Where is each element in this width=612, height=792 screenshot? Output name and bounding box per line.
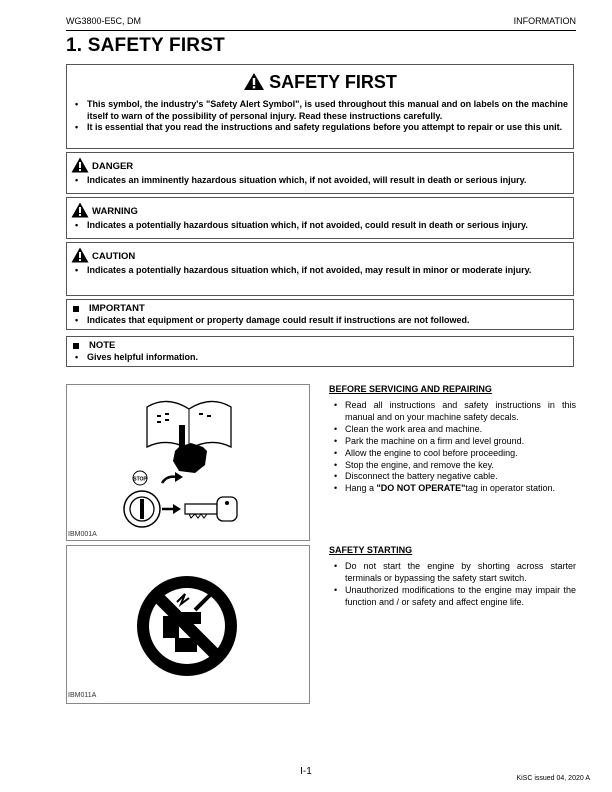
caution-text: • Indicates a potentially hazardous situation which, if not avoided, may result in minor or moderate injury.: [67, 265, 573, 277]
do-not-operate-text: "DO NOT OPERATE": [376, 483, 466, 494]
safety-first-box: [66, 64, 574, 149]
list-item: • Clean the work area and machine.: [329, 424, 576, 436]
danger-box: [66, 152, 574, 194]
read-manual-remove-key-illustration: [67, 385, 309, 540]
safety-starting-list: [329, 561, 576, 609]
before-servicing-list: [329, 400, 576, 495]
header-doc-code: WG3800-E5C, DM: [66, 16, 142, 26]
figure-2-caption: IBM011A: [68, 692, 97, 699]
list-item: • Read all instructions and safety instructions in this manual and on your machine safety decals.: [329, 400, 576, 424]
list-item: • Stop the engine, and remove the key.: [329, 460, 576, 472]
header-section: INFORMATION: [513, 16, 576, 26]
warning-text: • Indicates a potentially hazardous situation which, if not avoided, could result in death or serious injury.: [67, 220, 573, 232]
note-square-icon: [73, 343, 79, 349]
figure-ibm011a: [66, 545, 310, 704]
important-square-icon: [73, 306, 79, 312]
warning-label: WARNING: [71, 198, 573, 218]
warning-alert-icon: [71, 202, 89, 218]
list-item: • Do not start the engine by shorting across starter terminals or bypassing the safety start switch.: [329, 561, 576, 585]
list-item: • Unauthorized modifications to the engine may impair the function and / or safety and affect engine life.: [329, 585, 576, 609]
caution-box: [66, 242, 574, 296]
page-number: I-1: [300, 766, 312, 777]
issue-note: KiSC issued 04, 2020 A: [516, 775, 590, 782]
caution-label: CAUTION: [71, 243, 573, 263]
warning-box: [66, 197, 574, 239]
list-item-tag: • Hang a "DO NOT OPERATE"tag in operator station.: [329, 483, 576, 495]
danger-alert-icon: [71, 157, 89, 173]
list-item: • Disconnect the battery negative cable.: [329, 471, 576, 483]
safety-first-heading: [67, 71, 573, 93]
stop-label: STOP: [133, 476, 147, 483]
no-shorting-starter-illustration: [67, 546, 309, 703]
caution-alert-icon: [71, 247, 89, 263]
note-label: NOTE: [73, 340, 573, 351]
figure-ibm001a: [66, 384, 310, 541]
important-text: • Indicates that equipment or property damage could result if instructions are not followed.: [67, 315, 573, 327]
list-item: • Park the machine on a firm and level ground.: [329, 436, 576, 448]
safety-bullet-2: • It is essential that you read the instructions and safety regulations before you attempt to repair or use this unit.: [67, 122, 573, 134]
page-title: 1. SAFETY FIRST: [66, 35, 225, 56]
before-servicing-heading: BEFORE SERVICING AND REPAIRING: [329, 384, 492, 394]
safety-bullet-1: • This symbol, the industry's "Safety Alert Symbol", is used throughout this manual and on labels on the machine itself to warn of the possibility of personal injury. Read these instructions carefully.: [67, 99, 573, 122]
note-box: [66, 336, 574, 367]
figure-1-caption: IBM001A: [68, 531, 97, 538]
note-text: • Gives helpful information.: [67, 352, 573, 364]
safety-starting-heading: SAFETY STARTING: [329, 545, 413, 555]
important-label: IMPORTANT: [73, 303, 573, 314]
list-item: • Allow the engine to cool before proceeding.: [329, 448, 576, 460]
safety-first-title: SAFETY FIRST: [269, 72, 397, 92]
header-rule: [66, 30, 576, 31]
important-box: [66, 299, 574, 330]
danger-text: • Indicates an imminently hazardous situation which, if not avoided, will result in death or serious injury.: [67, 175, 573, 187]
danger-label: DANGER: [71, 153, 573, 173]
safety-alert-icon: [243, 72, 265, 91]
